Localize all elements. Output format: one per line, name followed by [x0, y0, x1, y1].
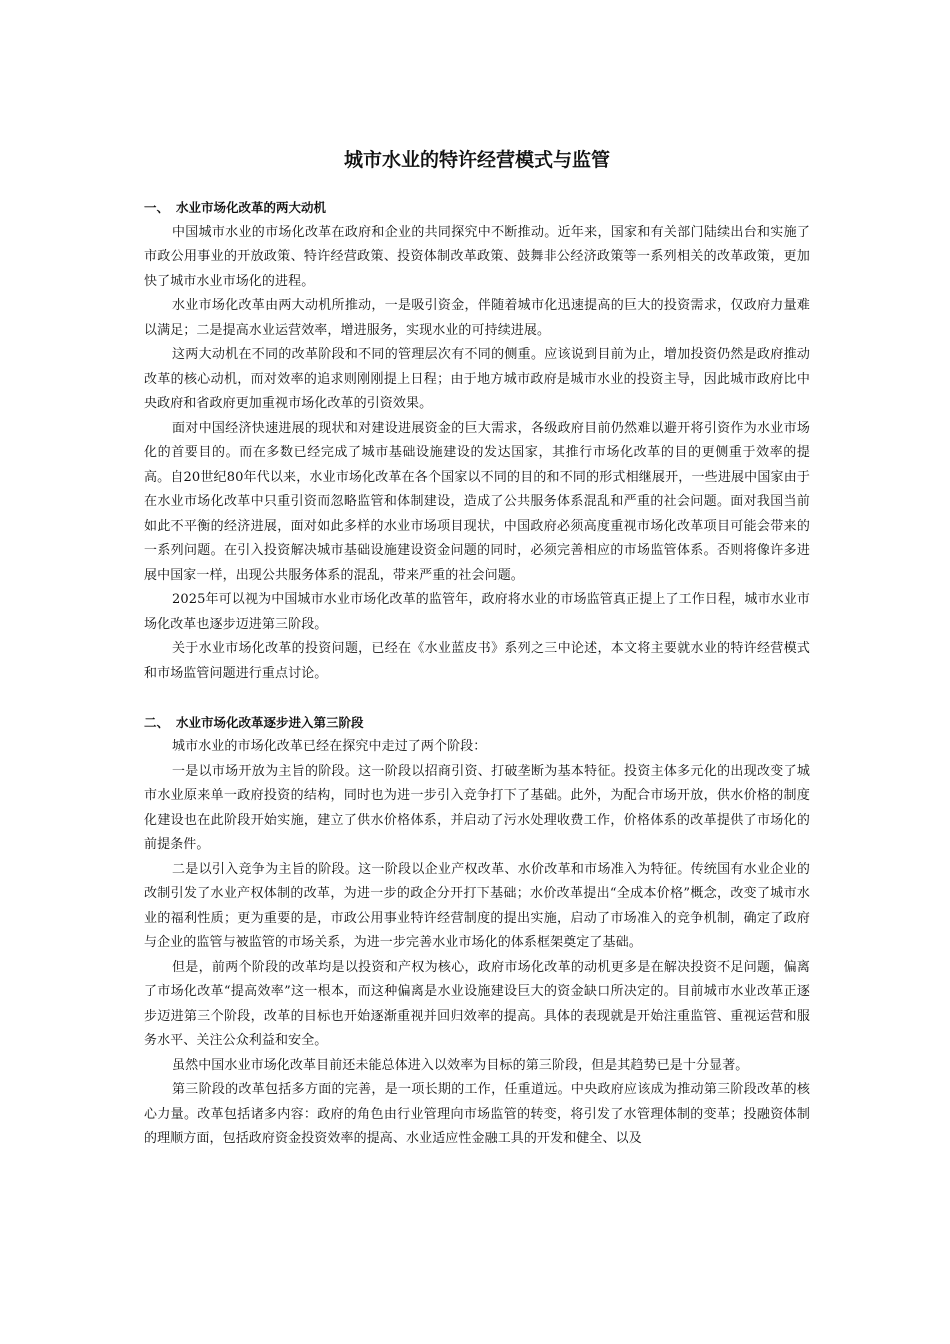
paragraph: 但是，前两个阶段的改革均是以投资和产权为核心，政府市场化改革的动机更多是在解决投资不足问题，偏离了市场化改革“提高效率”这一根本，而这种偏离是水业设施建设巨大的资金缺口所决定的。目前城市水业改革正逐步迈进第三个阶段，改革的目标也开始逐渐重视并回归效率的提高。具体的表现就是开始注重监管、重视运营和服务水平、关注公众利益和安全。	[144, 959, 810, 1048]
paragraph: 一是以市场开放为主旨的阶段。这一阶段以招商引资、打破垄断为基本特征。投资主体多元化的出现改变了城市水业原来单一政府投资的结构，同时也为进一步引入竞争打下了基础。此外，为配合市场开放，供水价格的制度化建设也在此阶段开始实施，建立了供水价格体系，并启动了污水处理收费工作，价格体系的改革提供了市场化的前提条件。	[144, 763, 810, 852]
paragraph: 二是以引入竞争为主旨的阶段。这一阶段以企业产权改革、水价改革和市场准入为特征。传统国有水业企业的改制引发了水业产权体制的改革，为进一步的政企分开打下基础；水价改革提出“全成本价格”概念，改变了城市水业的福利性质；更为重要的是，市政公用事业特许经营制度的提出实施，启动了市场准入的竞争机制，确定了政府与企业的监管与被监管的市场关系，为进一步完善水业市场化的体系框架奠定了基础。	[144, 861, 810, 950]
section-1	[144, 196, 810, 686]
section-heading	[144, 196, 810, 221]
paragraph: 城市水业的市场化改革已经在探究中走过了两个阶段：	[172, 739, 487, 754]
section-2	[144, 711, 810, 1152]
paragraph: 关于水业市场化改革的投资问题，已经在《水业蓝皮书》系列之三中论述，本文将主要就水业的特许经营模式和市场监管问题进行重点讨论。	[144, 641, 810, 681]
paragraph: 第三阶段的改革包括多方面的完善，是一项长期的工作，任重道远。中央政府应该成为推动第三阶段改革的核心力量。改革包括诸多内容：政府的角色由行业管理向市场监管的转变，将引发了水管理体制的变革；投融资体制的理顺方面，包括政府资金投资效率的提高、水业适应性金融工具的开发和健全、以及	[144, 1082, 810, 1146]
paragraph: 中国城市水业的市场化改革在政府和企业的共同探究中不断推动。近年来，国家和有关部门陆续出台和实施了市政公用事业的开放政策、特许经营政策、投资体制改革政策、鼓舞非公经济政策等一系列相关的改革政策，更加快了城市水业市场化的进程。	[144, 224, 810, 289]
section-title: 水业市场化改革逐步进入第三阶段	[176, 714, 364, 730]
document-body	[144, 196, 810, 1152]
section-spacer	[144, 686, 810, 711]
paragraph: 虽然中国水业市场化改革目前还未能总体进入以效率为目标的第三阶段，但是其趋势已是十分显著。	[172, 1057, 749, 1073]
section-heading	[144, 711, 810, 736]
paragraph: 这两大动机在不同的改革阶段和不同的管理层次有不同的侧重。应该说到目前为止，增加投资仍然是政府推动改革的核心动机，而对效率的追求则刚刚提上日程；由于地方城市政府是城市水业的投资主导，因此城市政府比中央政府和省政府更加重视市场化改革的引资效果。	[144, 347, 810, 411]
section-number: 二、	[144, 714, 170, 730]
paragraph: 面对中国经济快速进展的现状和对建设进展资金的巨大需求，各级政府目前仍然难以避开将引资作为水业市场化的首要目的。而在多数已经完成了城市基础设施建设的发达国家，其推行市场化改革的目的更侧重于效率的提高。自20世纪80年代以来，水业市场化改革在各个国家以不同的目的和不同的形式相继展开，一些进展中国家由于在水业市场化改革中只重引资而忽略监管和体制建设，造成了公共服务体系混乱和严重的社会问题。面对我国当前如此不平衡的经济进展，面对如此多样的水业市场项目现状，中国政府必须高度重视市场化改革项目可能会带来的一系列问题。在引入投资解决城市基础设施建设资金问题的同时，必须完善相应的市场监管体系。否则将像许多进展中国家一样，出现公共服务体系的混乱，带来严重的社会问题。	[144, 420, 810, 583]
paragraph: 水业市场化改革由两大动机所推动，一是吸引资金，伴随着城市化迅速提高的巨大的投资需求，仅政府力量难以满足；二是提高水业运营效率，增进服务，实现水业的可持续进展。	[144, 298, 810, 338]
paragraph: 2025年可以视为中国城市水业市场化改革的监管年，政府将水业的市场监管真正提上了工作日程，城市水业市场化改革也逐步迈进第三阶段。	[144, 592, 810, 632]
section-title: 水业市场化改革的两大动机	[176, 200, 327, 215]
document-title: 城市水业的特许经营模式与监管	[343, 149, 610, 171]
section-number: 一、	[144, 200, 170, 215]
